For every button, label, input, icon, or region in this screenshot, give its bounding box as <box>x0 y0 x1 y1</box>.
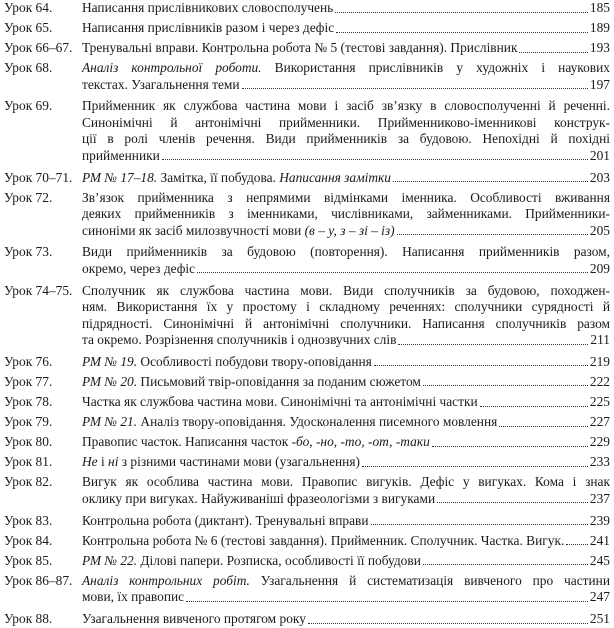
dot-leader <box>397 223 588 236</box>
line-text: Особливості побудови твору-оповідання <box>137 353 372 369</box>
italic-text: Аналіз контрольної роботи. <box>82 60 262 76</box>
line-text: синоніми як засіб милозвучності мови <box>82 222 305 238</box>
page-number: 211 <box>590 332 610 348</box>
lesson-number: Урок 83. <box>4 512 53 528</box>
line-text: Письмовий твір-оповідання за поданим сюжетом <box>137 373 421 389</box>
page-number: 203 <box>589 169 610 185</box>
entry-last-line <box>82 589 610 606</box>
italic-text: РМ № 19. <box>82 353 138 369</box>
line-text: деяких прийменників з іменниками, числівниками, займенниками. Прийменники- <box>82 206 610 222</box>
lesson-number: Урок 88. <box>4 611 53 627</box>
italic-text: (в – у, з – зі – із) <box>304 222 395 238</box>
page-number: 241 <box>589 532 610 548</box>
line-text: Синонімічні й антонімічні прийменники. Прийменниково-іменникові конструк- <box>82 114 610 130</box>
page-number: 222 <box>589 373 610 389</box>
line-text: окремо, через дефіс <box>82 260 196 276</box>
entry-text <box>82 60 614 93</box>
toc-entry <box>0 60 614 93</box>
line-text: Узагальнення й систематизація вивченого про частини <box>249 572 610 588</box>
line-text: Написання прислівникових словосполучень <box>82 0 334 15</box>
dot-leader <box>519 40 587 53</box>
entry-text <box>82 573 614 606</box>
page-number: 185 <box>589 0 610 15</box>
entry-last-line <box>82 332 610 349</box>
entry-last-line <box>82 261 610 278</box>
page-number: 251 <box>589 611 610 627</box>
line-text: з різними частинами мови (узагальнення) <box>118 454 360 470</box>
toc-entry <box>0 573 614 606</box>
entry-line <box>82 299 610 316</box>
dot-leader <box>162 148 588 161</box>
dot-leader <box>499 414 588 427</box>
italic-text: Написання замітки <box>279 169 391 185</box>
page-number: 247 <box>589 589 610 605</box>
entry-text <box>82 170 614 187</box>
entry-line <box>82 115 610 132</box>
lesson-number: Урок 66–67. <box>4 40 73 56</box>
line-text: Ділові папери. Розписка, особливості її побудови <box>137 552 421 568</box>
line-text: Контрольна робота (диктант). Тренувальні вправи <box>82 512 369 528</box>
page-number: 201 <box>589 147 610 163</box>
line-text: Аналіз твору-оповідання. Удосконалення писемного мовлення <box>137 414 498 430</box>
entry-line <box>82 60 610 77</box>
entry-line <box>82 98 610 115</box>
dot-leader <box>374 354 588 367</box>
line-text: та окремо. Розрізнення сполучників і однозвучних слів <box>82 332 397 348</box>
dot-leader <box>371 513 588 526</box>
toc-entry <box>0 553 614 570</box>
entry-text <box>82 533 614 550</box>
lesson-number: Урок 79. <box>4 414 53 430</box>
entry-line <box>82 244 610 261</box>
line-text: і <box>97 454 109 470</box>
toc-entry <box>0 98 614 164</box>
lesson-number: Урок 77. <box>4 373 53 389</box>
entry-text <box>82 0 614 17</box>
toc-entry <box>0 533 614 550</box>
entry-last-line <box>82 20 610 37</box>
lesson-number: Урок 68. <box>4 60 53 76</box>
lesson-number: Урок 70–71. <box>4 169 73 185</box>
page-number: 189 <box>589 20 610 36</box>
line-text: Написання прислівників разом і через дефіс <box>82 20 335 36</box>
line-text: Тренувальні вправи. Контрольна робота № 5 (тестові завдання). Прислівник <box>82 40 518 56</box>
dot-leader <box>335 0 588 13</box>
entry-last-line <box>82 414 610 431</box>
dot-leader <box>423 374 588 387</box>
entry-last-line <box>82 374 610 391</box>
entry-text <box>82 283 614 349</box>
lesson-number: Урок 81. <box>4 454 53 470</box>
toc-entry <box>0 283 614 349</box>
page-number: 227 <box>589 414 610 430</box>
entry-text <box>82 454 614 471</box>
toc-entry <box>0 244 614 277</box>
toc-entry <box>0 454 614 471</box>
line-text: прийменники <box>82 147 160 163</box>
italic-text: ні <box>108 454 119 470</box>
entry-text <box>82 98 614 164</box>
line-text: Контрольна робота № 6 (тестові завдання). Прийменник. Сполучник. Частка. Вигук. <box>82 532 565 548</box>
toc-entry <box>0 20 614 37</box>
toc-entry <box>0 170 614 187</box>
toc-entry <box>0 414 614 431</box>
italic-text: -бо, -но, -то, -от, -таки <box>291 434 430 450</box>
dot-leader <box>362 454 588 467</box>
line-text: Прийменник як службова частина мови і засіб зв’язку в словосполученні й реченні. <box>82 98 610 114</box>
lesson-number: Урок 76. <box>4 353 53 369</box>
line-text: мови, їх правопис <box>82 589 185 605</box>
toc-entry <box>0 434 614 451</box>
dot-leader <box>423 553 588 566</box>
dot-leader <box>432 434 588 447</box>
line-text: Використання прислівників у художніх і наукових <box>261 60 610 76</box>
entry-last-line <box>82 491 610 508</box>
entry-last-line <box>82 454 610 471</box>
italic-text: Аналіз контрольних робіт. <box>82 572 250 588</box>
entry-text <box>82 244 614 277</box>
entry-text <box>82 374 614 391</box>
entry-text <box>82 40 614 57</box>
entry-last-line <box>82 148 610 165</box>
entry-last-line <box>82 354 610 371</box>
dot-leader <box>398 332 588 345</box>
entry-last-line <box>82 553 610 570</box>
lesson-number: Урок 86–87. <box>4 572 73 588</box>
entry-text <box>82 414 614 431</box>
italic-text: РМ № 20. <box>82 373 138 389</box>
italic-text: РМ № 17–18. <box>82 169 158 185</box>
italic-text: РМ № 22. <box>82 552 138 568</box>
page-number: 197 <box>589 76 610 92</box>
page-number: 237 <box>589 490 610 506</box>
lesson-number: Урок 65. <box>4 20 53 36</box>
page-number: 219 <box>589 353 610 369</box>
page-number: 239 <box>589 512 610 528</box>
entry-line <box>82 283 610 300</box>
lesson-number: Урок 72. <box>4 189 53 205</box>
toc-entry <box>0 394 614 411</box>
toc-entry <box>0 374 614 391</box>
toc-entry <box>0 354 614 371</box>
lesson-number: Урок 82. <box>4 474 53 490</box>
dot-leader <box>336 20 588 33</box>
page-number: 193 <box>589 40 610 56</box>
line-text: Вигук як особлива частина мови. Правопис вигуків. Дефіс у вигуках. Кома і знак <box>82 474 610 490</box>
dot-leader <box>566 533 588 546</box>
italic-text: Не <box>82 454 98 470</box>
line-text: Узагальнення вивченого протягом року <box>82 611 306 627</box>
lesson-number: Урок 69. <box>4 98 53 114</box>
entry-last-line <box>82 223 610 240</box>
toc-entry <box>0 513 614 530</box>
line-text: Правопис часток. Написання часток <box>82 434 292 450</box>
entry-last-line <box>82 611 610 628</box>
entry-text <box>82 513 614 530</box>
page-number: 245 <box>589 552 610 568</box>
entry-last-line <box>82 170 610 187</box>
entry-text <box>82 190 614 240</box>
lesson-number: Урок 64. <box>4 0 53 15</box>
entry-line <box>82 131 610 148</box>
entry-line <box>82 316 610 333</box>
dot-leader <box>197 261 588 274</box>
entry-last-line <box>82 394 610 411</box>
lesson-number: Урок 78. <box>4 394 53 409</box>
page-number: 205 <box>589 222 610 238</box>
toc-entry <box>0 474 614 507</box>
line-text: Зв’язок прийменника з непрямими відмінками іменника. Особливості вживання <box>82 189 610 205</box>
toc-entry <box>0 611 614 628</box>
entry-text <box>82 611 614 628</box>
toc-entry <box>0 190 614 240</box>
toc-entry <box>0 40 614 57</box>
line-text: ції в ролі членів речення. Види прийменників за будовою. Непохідні й похідні <box>82 131 610 147</box>
line-text: Види прийменників за будовою (повторення). Написання прийменників разом, <box>82 244 610 260</box>
entry-line <box>82 573 610 590</box>
lesson-number: Урок 73. <box>4 244 53 260</box>
entry-last-line <box>82 77 610 94</box>
dot-leader <box>437 491 588 504</box>
entry-text <box>82 394 614 411</box>
line-text: Сполучник як службова частина мови. Види сполучників за будовою, походжен- <box>82 282 610 298</box>
line-text: Частка як службова частина мови. Синонімічні та антонімічні частки <box>82 394 478 409</box>
page-number: 225 <box>589 394 610 409</box>
italic-text: РМ № 21. <box>82 414 138 430</box>
line-text: оклику при вигуках. Найуживаніші фразеологізми з вигуками <box>82 490 436 506</box>
entry-line <box>82 474 610 491</box>
entry-text <box>82 20 614 37</box>
line-text: Замітка, її побудова. <box>157 169 280 185</box>
dot-leader <box>393 170 588 183</box>
entry-last-line <box>82 40 610 57</box>
entry-last-line <box>82 513 610 530</box>
dot-leader <box>242 77 588 90</box>
lesson-number: Урок 74–75. <box>4 282 73 298</box>
entry-line <box>82 190 610 207</box>
entry-text <box>82 474 614 507</box>
page-number: 233 <box>589 454 610 470</box>
line-text: текстах. Узагальнення теми <box>82 76 240 92</box>
page-number: 229 <box>589 434 610 450</box>
entry-last-line <box>82 434 610 451</box>
entry-last-line <box>82 533 610 550</box>
lesson-number: Урок 85. <box>4 552 53 568</box>
dot-leader <box>308 611 588 624</box>
entry-line <box>82 206 610 223</box>
entry-last-line <box>82 0 610 17</box>
line-text: підрядності. Синонімічні й антонімічні сполучники. Написання сполучників разом <box>82 315 610 331</box>
page-number: 209 <box>589 260 610 276</box>
entry-text <box>82 434 614 451</box>
toc-entry <box>0 0 614 17</box>
line-text: ням. Використання їх у простому і складному реченнях: сполучники сурядності й <box>82 299 610 315</box>
lesson-number: Урок 80. <box>4 434 53 450</box>
entry-text <box>82 354 614 371</box>
dot-leader <box>480 394 588 407</box>
entry-text <box>82 553 614 570</box>
lesson-number: Урок 84. <box>4 532 53 548</box>
